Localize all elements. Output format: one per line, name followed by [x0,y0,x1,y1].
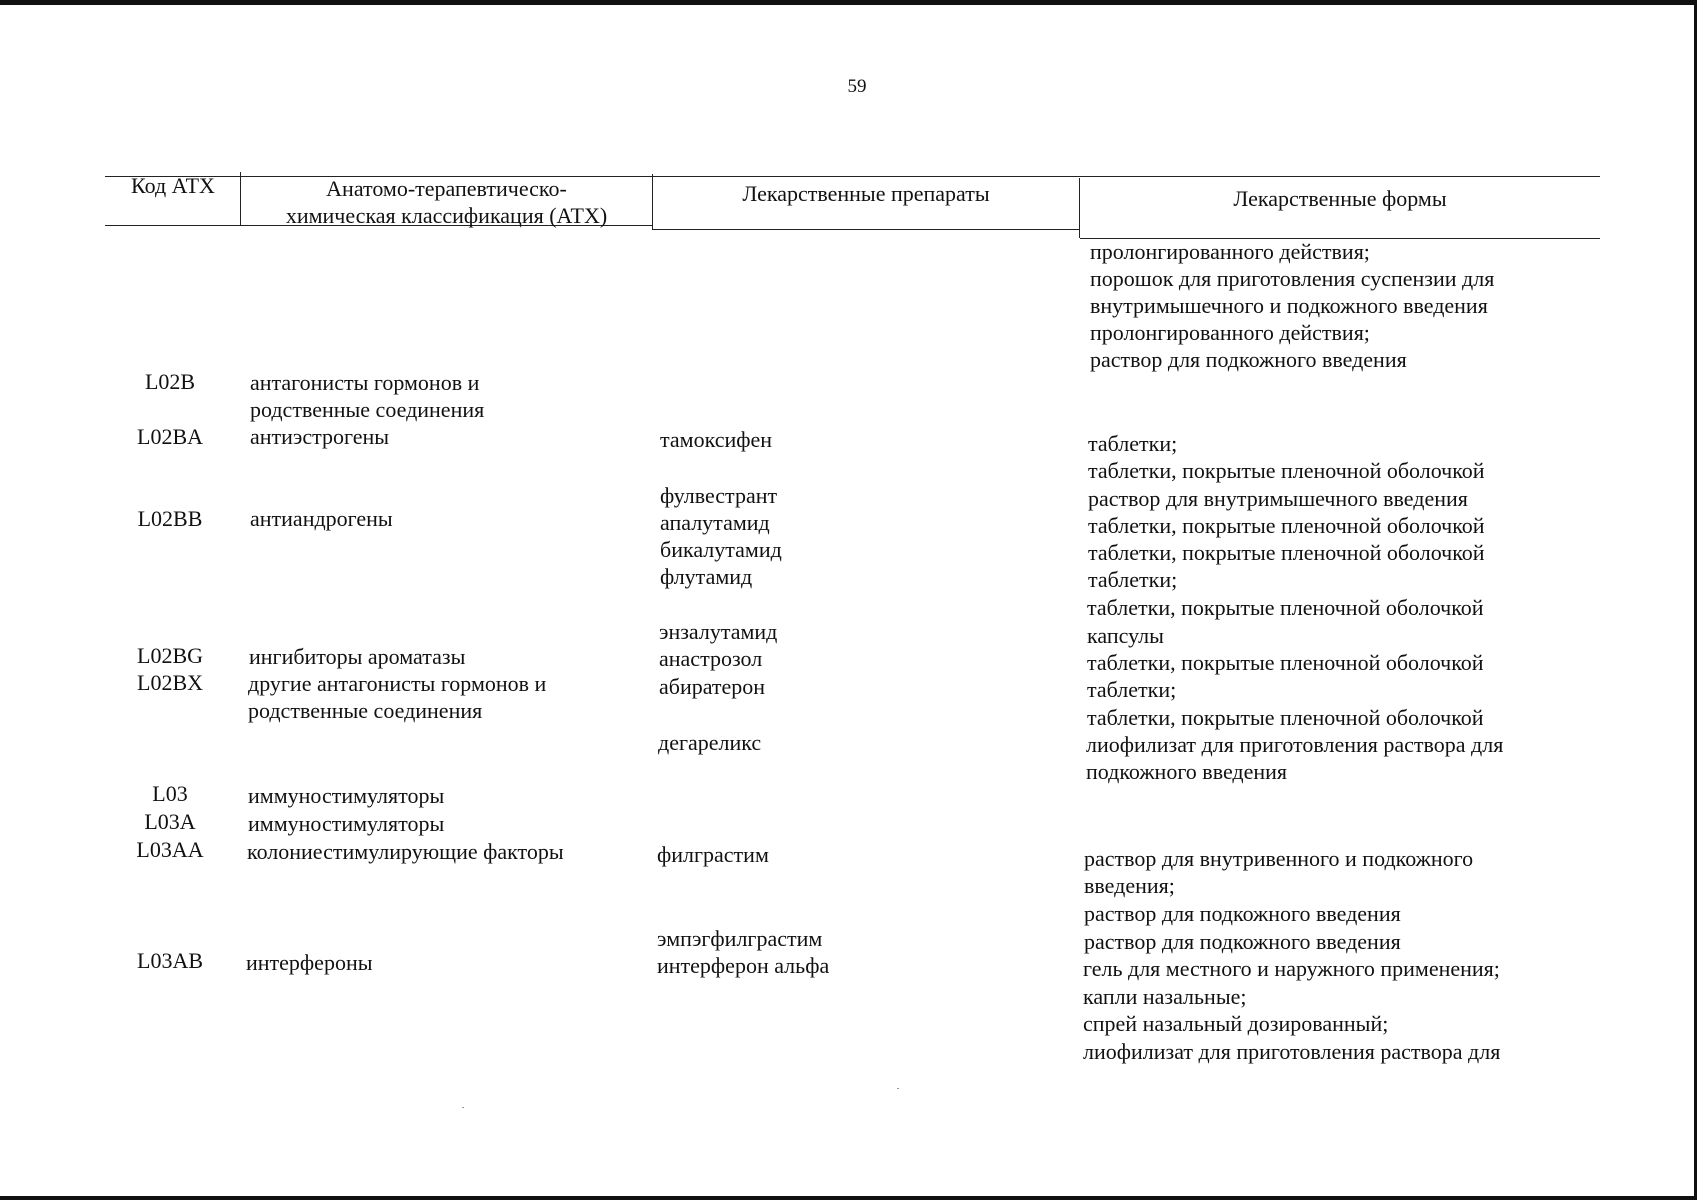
dosage-form: раствор для подкожного введения [1084,929,1401,954]
dosage-form: таблетки; [1088,567,1178,592]
atx-class: ингибиторы ароматазы [249,644,466,669]
atx-code: L02BB [137,506,203,531]
atx-class: иммуностимуляторы [248,811,445,836]
dosage-form: таблетки, покрытые пленочной оболочкой [1088,540,1485,565]
dosage-form: гель для местного и наружного применения; [1083,956,1500,981]
atx-class: родственные соединения [248,698,483,723]
drug-name: бикалутамид [660,537,782,562]
drug-name: абиратерон [659,674,766,699]
dosage-form: порошок для приготовления суспензии для [1090,266,1495,291]
dosage-form: пролонгированного действия; [1090,320,1370,345]
scan-border-top [0,0,1697,5]
drug-name: интерферон альфа [657,953,830,978]
drug-name: флутамид [660,564,753,589]
header-drugs: Лекарственные препараты [742,181,990,206]
atx-class: антиэстрогены [250,424,390,449]
atx-code: L03A [144,809,196,834]
atx-class: антагонисты гормонов и [250,370,480,395]
dosage-form: таблетки, покрытые пленочной оболочкой [1088,513,1485,538]
atx-code: L02BA [137,424,203,449]
dosage-form: лиофилизат для приготовления раствора для [1083,1039,1501,1064]
header-bottom-rule-mid [653,229,1080,230]
header-classification-line2: химическая классификация (АТХ) [285,203,608,228]
atx-code: L03AA [136,837,204,862]
drug-name: апалутамид [660,510,770,535]
dosage-form: раствор для внутривенного и подкожного [1084,846,1474,871]
scan-speck [462,1107,464,1108]
drug-name: эмпэгфилграстим [657,926,823,951]
page-number: 59 [847,76,867,97]
dosage-form: подкожного введения [1086,759,1288,784]
atx-code: L03 [152,781,188,806]
atx-code: L03AB [137,948,203,973]
dosage-form: введения; [1084,873,1175,898]
dosage-form: капли назальные; [1083,984,1247,1009]
dosage-form: таблетки; [1087,677,1177,702]
dosage-form: таблетки; [1088,431,1178,456]
drug-name: фулвестрант [660,483,778,508]
atx-code: L02B [144,369,196,394]
dosage-form: внутримышечного и подкожного введения [1090,293,1488,318]
dosage-form: раствор для внутримышечного введения [1088,486,1468,511]
dosage-form: таблетки, покрытые пленочной оболочкой [1088,458,1485,483]
dosage-form: таблетки, покрытые пленочной оболочкой [1087,705,1484,730]
drug-name: анастрозол [659,646,763,671]
scan-border-bottom [0,1196,1697,1200]
drug-name: энзалутамид [659,619,778,644]
atx-class: родственные соединения [250,397,485,422]
atx-class: колониестимулирующие факторы [247,839,564,864]
drug-name: дегареликс [658,730,762,755]
dosage-form: таблетки, покрытые пленочной оболочкой [1087,650,1484,675]
atx-code: L02BG [137,643,203,668]
header-code: Код АТХ [131,173,215,198]
dosage-form: раствор для подкожного введения [1090,347,1407,372]
atx-code: L02BX [137,670,203,695]
scan-speck [897,1088,899,1089]
dosage-form: капсулы [1087,623,1164,648]
header-forms: Лекарственные формы [1233,186,1447,211]
dosage-form: пролонгированного действия; [1090,239,1370,264]
atx-class: другие антагонисты гормонов и [248,671,547,696]
atx-class: антиандрогены [250,506,393,531]
dosage-form: спрей назальный дозированный; [1083,1011,1389,1036]
dosage-form: лиофилизат для приготовления раствора для [1086,732,1504,757]
dosage-form: таблетки, покрытые пленочной оболочкой [1087,595,1484,620]
drug-name: тамоксифен [660,427,773,452]
atx-class: иммуностимуляторы [248,783,445,808]
dosage-form: раствор для подкожного введения [1084,901,1401,926]
header-classification-line1: Анатомо-терапевтическо- [326,176,567,201]
atx-class: интерфероны [246,950,373,975]
drug-name: филграстим [657,842,769,867]
